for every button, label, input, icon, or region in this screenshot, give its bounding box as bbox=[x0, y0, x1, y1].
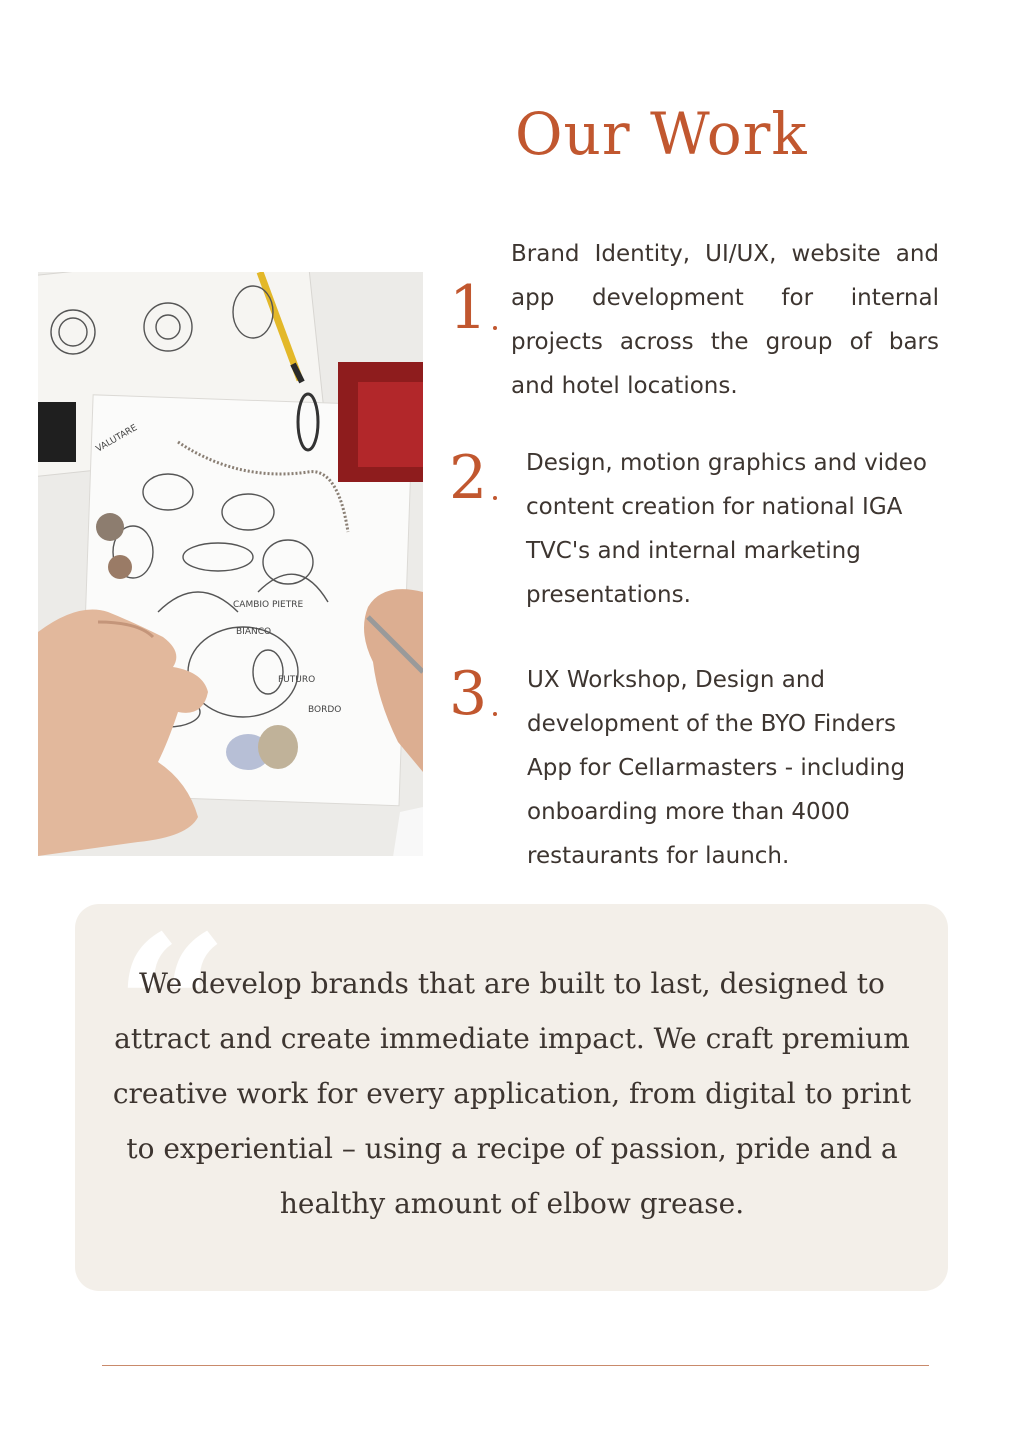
item-text-3: UX Workshop, Design and development of the BYO Finders App for Cellarmasters - including onboarding more than 4000 restaurants for launch. bbox=[527, 667, 906, 869]
sketch-note: BIANCO bbox=[236, 627, 272, 637]
item-text-2: Design, motion graphics and video content creation for national IGA TVC's and internal marketing presentations. bbox=[526, 450, 927, 608]
sketch-note: FUTURO bbox=[278, 675, 316, 685]
item-number-3: 3 bbox=[449, 659, 488, 729]
item-number-2: 2 bbox=[449, 443, 488, 513]
page-title: Our Work bbox=[515, 100, 808, 168]
item-number-1: 1 bbox=[449, 273, 488, 343]
quote-mark-icon: “ bbox=[114, 892, 230, 1127]
sketch-note: BORDO bbox=[308, 705, 342, 715]
footer-divider bbox=[102, 1365, 929, 1366]
jewelry-sketch-photo bbox=[38, 272, 423, 856]
item-text-1: Brand Identity, UI/UX, website and app development for internal projects across the group of bars and hotel locations. bbox=[511, 241, 939, 399]
sketch-note: VALUTARE bbox=[94, 423, 140, 455]
sketch-note: CAMBIO PIETRE bbox=[233, 600, 304, 610]
quote-text: We develop brands that are built to last, designed to attract and create immediate impact. We craft premium creative work for every application, from digital to print to experiential – using a recipe of passion, pride and a healthy amount of elbow grease. bbox=[112, 967, 912, 1220]
